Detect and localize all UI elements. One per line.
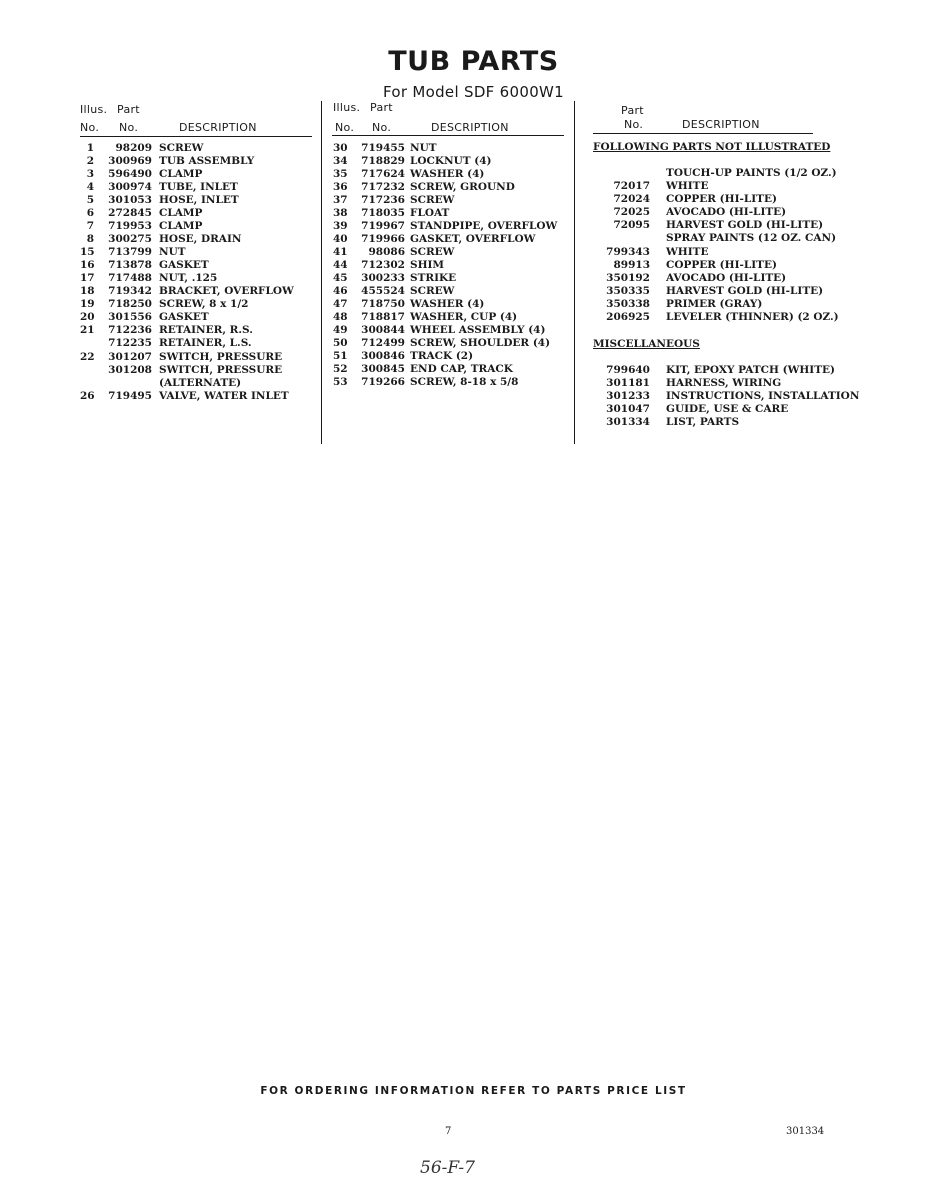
description-header: DESCRIPTION: [682, 118, 760, 131]
column-divider: [321, 101, 322, 444]
section-heading: FOLLOWING PARTS NOT ILLUSTRATED: [593, 141, 831, 153]
part-no-header: No.: [119, 121, 139, 134]
description-header: DESCRIPTION: [431, 121, 509, 134]
ordering-info-footer: FOR ORDERING INFORMATION REFER TO PARTS PRICE LIST: [260, 1085, 687, 1097]
illus-header-top: Illus.: [333, 101, 361, 114]
document-number: 301334: [786, 1126, 825, 1137]
part-header-top: Part: [370, 101, 393, 114]
handwritten-note: 56-F-7: [420, 1158, 475, 1178]
part-header-top: Part: [621, 104, 644, 117]
header-rule: [593, 133, 813, 134]
illus-header-top: Illus.: [80, 103, 108, 116]
column-divider: [574, 101, 575, 444]
part-no-header: No.: [624, 118, 644, 131]
page-subtitle: For Model SDF 6000W1: [382, 83, 565, 101]
page-number: 7: [445, 1126, 452, 1137]
illus-no-header: No.: [335, 121, 355, 134]
section-heading: MISCELLANEOUS: [593, 338, 700, 350]
part-header-top: Part: [117, 103, 140, 116]
part-no-header: No.: [372, 121, 392, 134]
header-rule: [80, 136, 312, 137]
description-header: DESCRIPTION: [179, 121, 257, 134]
page-title: TUB PARTS: [388, 46, 559, 77]
illus-no-header: No.: [80, 121, 100, 134]
header-rule: [332, 135, 564, 136]
